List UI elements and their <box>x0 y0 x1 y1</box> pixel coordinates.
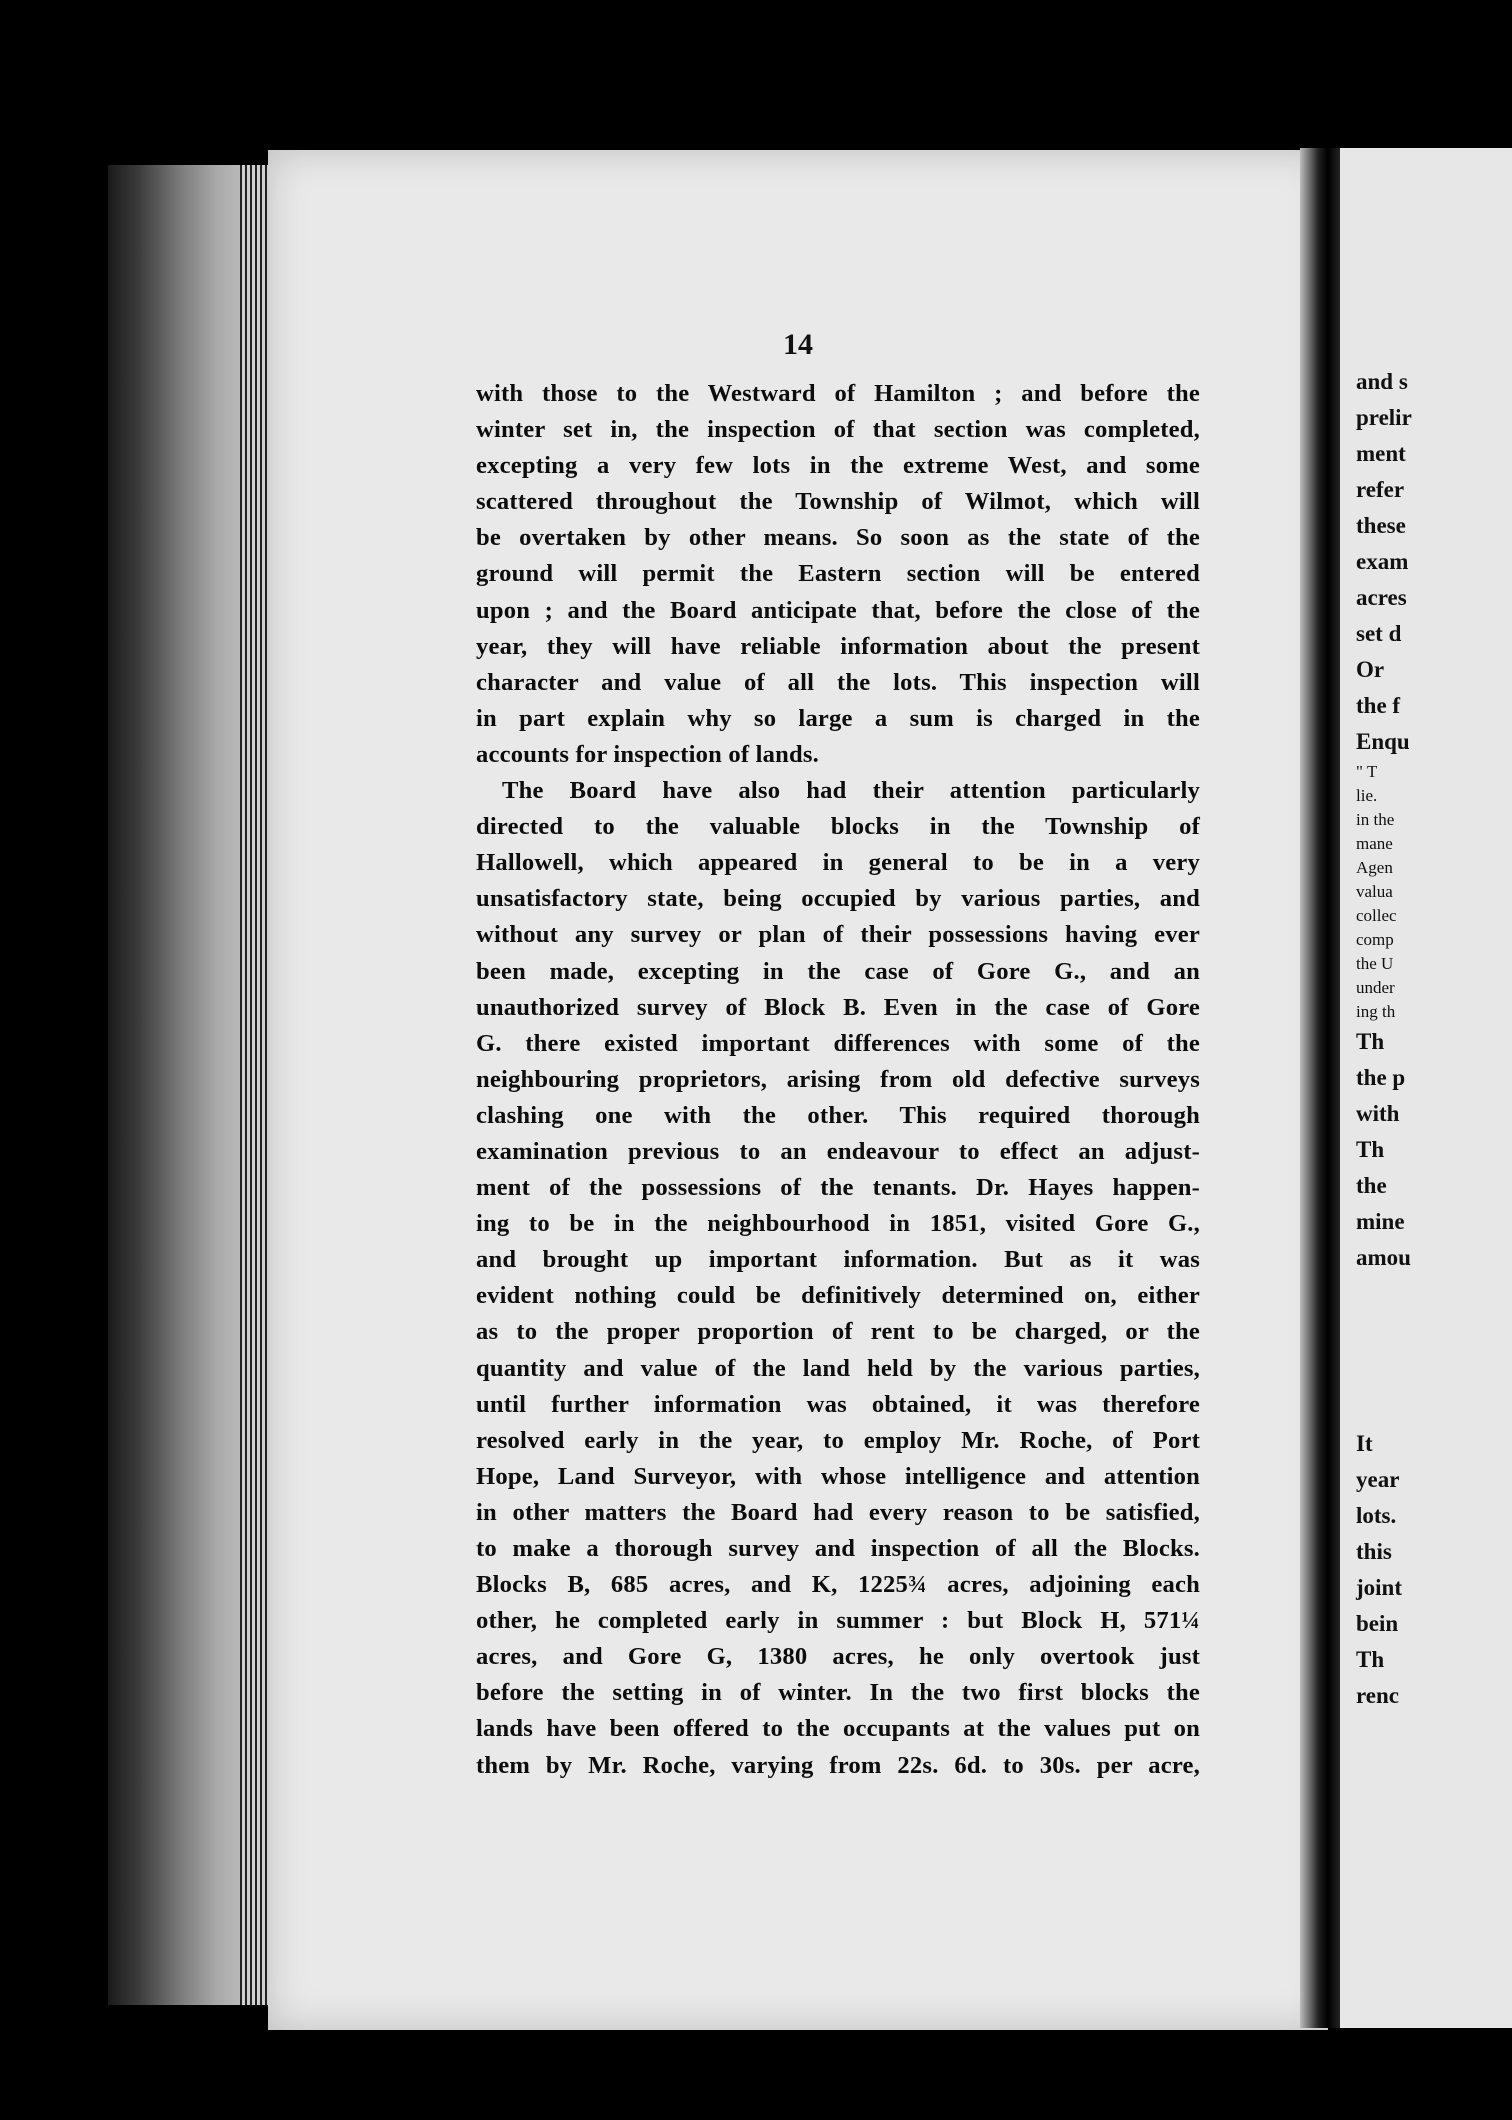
text-line: with those to the Westward of Hamilton ; and before the <box>476 380 1200 407</box>
facing-line: amou <box>1356 1245 1411 1270</box>
text-line: until further information was obtained, it was therefore <box>476 1390 1200 1418</box>
text-line: ment of the possessions of the tenants. Dr. Hayes happen- <box>476 1174 1200 1202</box>
facing-line: Th <box>1356 1029 1385 1054</box>
text-line: clashing one with the other. This required thorough <box>476 1101 1200 1129</box>
text-line: scattered throughout the Township of Wilmot, which will <box>476 488 1200 516</box>
facing-line: ing th <box>1356 1002 1396 1021</box>
text-line: acres, and Gore G, 1380 acres, he only overtook just <box>476 1643 1200 1671</box>
text-line: year, they will have reliable information about the present <box>476 632 1200 660</box>
text-line: upon ; and the Board anticipate that, before the close of the <box>476 596 1200 624</box>
facing-line: the f <box>1356 693 1401 718</box>
text-line: quantity and value of the land held by the various parties, <box>476 1354 1200 1382</box>
text-line: lands have been offered to the occupants at the values put on <box>476 1715 1200 1743</box>
facing-line: It <box>1356 1431 1373 1456</box>
text-line: winter set in, the inspection of that section was completed, <box>476 416 1200 444</box>
facing-line: Enqu <box>1356 729 1410 754</box>
facing-line: lie. <box>1356 786 1378 805</box>
facing-page-text <box>1356 364 1512 1714</box>
text-line: before the setting in of winter. In the two first blocks the <box>476 1679 1200 1707</box>
facing-line: set d <box>1356 621 1402 646</box>
facing-line: refer <box>1356 477 1405 502</box>
facing-line: the <box>1356 1173 1387 1198</box>
facing-line: comp <box>1356 930 1394 949</box>
text-line: without any survey or plan of their possessions having ever <box>476 921 1200 949</box>
text-line: directed to the valuable blocks in the Township of <box>476 813 1200 841</box>
facing-line: lots. <box>1356 1503 1397 1528</box>
facing-line: exam <box>1356 549 1409 574</box>
body-text <box>476 376 1200 1784</box>
text-line: neighbouring proprietors, arising from old defective surveys <box>476 1065 1200 1093</box>
facing-line: mine <box>1356 1209 1405 1234</box>
text-line: as to the proper proportion of rent to be charged, or the <box>476 1318 1200 1346</box>
facing-line: and s <box>1356 369 1408 394</box>
facing-line: these <box>1356 513 1406 538</box>
facing-line: collec <box>1356 906 1397 925</box>
facing-line: mane <box>1356 834 1393 853</box>
text-line: other, he completed early in summer : but Block H, 571¼ <box>476 1607 1200 1635</box>
facing-line: Agen <box>1356 858 1393 877</box>
facing-line: in the <box>1356 810 1395 829</box>
text-line: accounts for inspection of lands. <box>476 740 819 768</box>
text-line: in part explain why so large a sum is charged in the <box>476 704 1200 732</box>
facing-line: valua <box>1356 882 1393 901</box>
text-line: to make a thorough survey and inspection of all the Blocks. <box>476 1535 1200 1562</box>
facing-line: joint <box>1356 1575 1402 1600</box>
text-line: and brought up important information. But as it was <box>476 1246 1200 1274</box>
text-line: ground will permit the Eastern section will be entered <box>476 560 1200 588</box>
page-edge-lines <box>240 165 270 2005</box>
text-line: character and value of all the lots. This inspection will <box>476 668 1200 696</box>
facing-line: ment <box>1356 441 1406 466</box>
text-line: them by Mr. Roche, varying from 22s. 6d. to 30s. per acre, <box>476 1751 1200 1779</box>
text-line: Hallowell, which appeared in general to be in a very <box>476 849 1200 877</box>
facing-line: bein <box>1356 1611 1399 1636</box>
text-line: resolved early in the year, to employ Mr. Roche, of Port <box>476 1426 1200 1454</box>
facing-line: year <box>1356 1467 1400 1492</box>
facing-line: under <box>1356 978 1395 997</box>
text-line: G. there existed important differences with some of the <box>476 1029 1200 1057</box>
facing-line: with <box>1356 1101 1400 1126</box>
text-line: The Board have also had their attention particularly <box>502 777 1200 805</box>
text-line: been made, excepting in the case of Gore G., and an <box>476 957 1200 985</box>
page-number: 14 <box>783 328 813 361</box>
text-line: evident nothing could be definitively determined on, either <box>476 1282 1200 1310</box>
facing-line: Th <box>1356 1647 1385 1672</box>
book-page <box>268 150 1328 2030</box>
text-line: be overtaken by other means. So soon as the state of the <box>476 524 1200 552</box>
facing-line: the p <box>1356 1065 1406 1090</box>
text-line: excepting a very few lots in the extreme West, and some <box>476 452 1200 480</box>
text-line: Blocks B, 685 acres, and K, 1225¾ acres, adjoining each <box>476 1571 1200 1599</box>
facing-line: Or <box>1356 657 1385 682</box>
text-line: Hope, Land Surveyor, with whose intelligence and attention <box>476 1462 1200 1490</box>
facing-line-spacer <box>1356 1276 1512 1426</box>
facing-line: this <box>1356 1539 1392 1564</box>
text-line: examination previous to an endeavour to effect an adjust- <box>476 1137 1200 1165</box>
text-line: unsatisfactory state, being occupied by various parties, and <box>476 885 1200 913</box>
facing-line: the U <box>1356 954 1394 973</box>
facing-line: Th <box>1356 1137 1385 1162</box>
facing-line: renc <box>1356 1683 1400 1708</box>
facing-line: prelir <box>1356 405 1412 430</box>
text-line: unauthorized survey of Block B. Even in the case of Gore <box>476 993 1200 1021</box>
facing-line: acres <box>1356 585 1407 610</box>
text-line: in other matters the Board had every reason to be satisfied, <box>476 1498 1200 1526</box>
facing-line: " T <box>1356 762 1378 781</box>
facing-page <box>1340 148 1512 2028</box>
text-line: ing to be in the neighbourhood in 1851, visited Gore G., <box>476 1210 1200 1238</box>
